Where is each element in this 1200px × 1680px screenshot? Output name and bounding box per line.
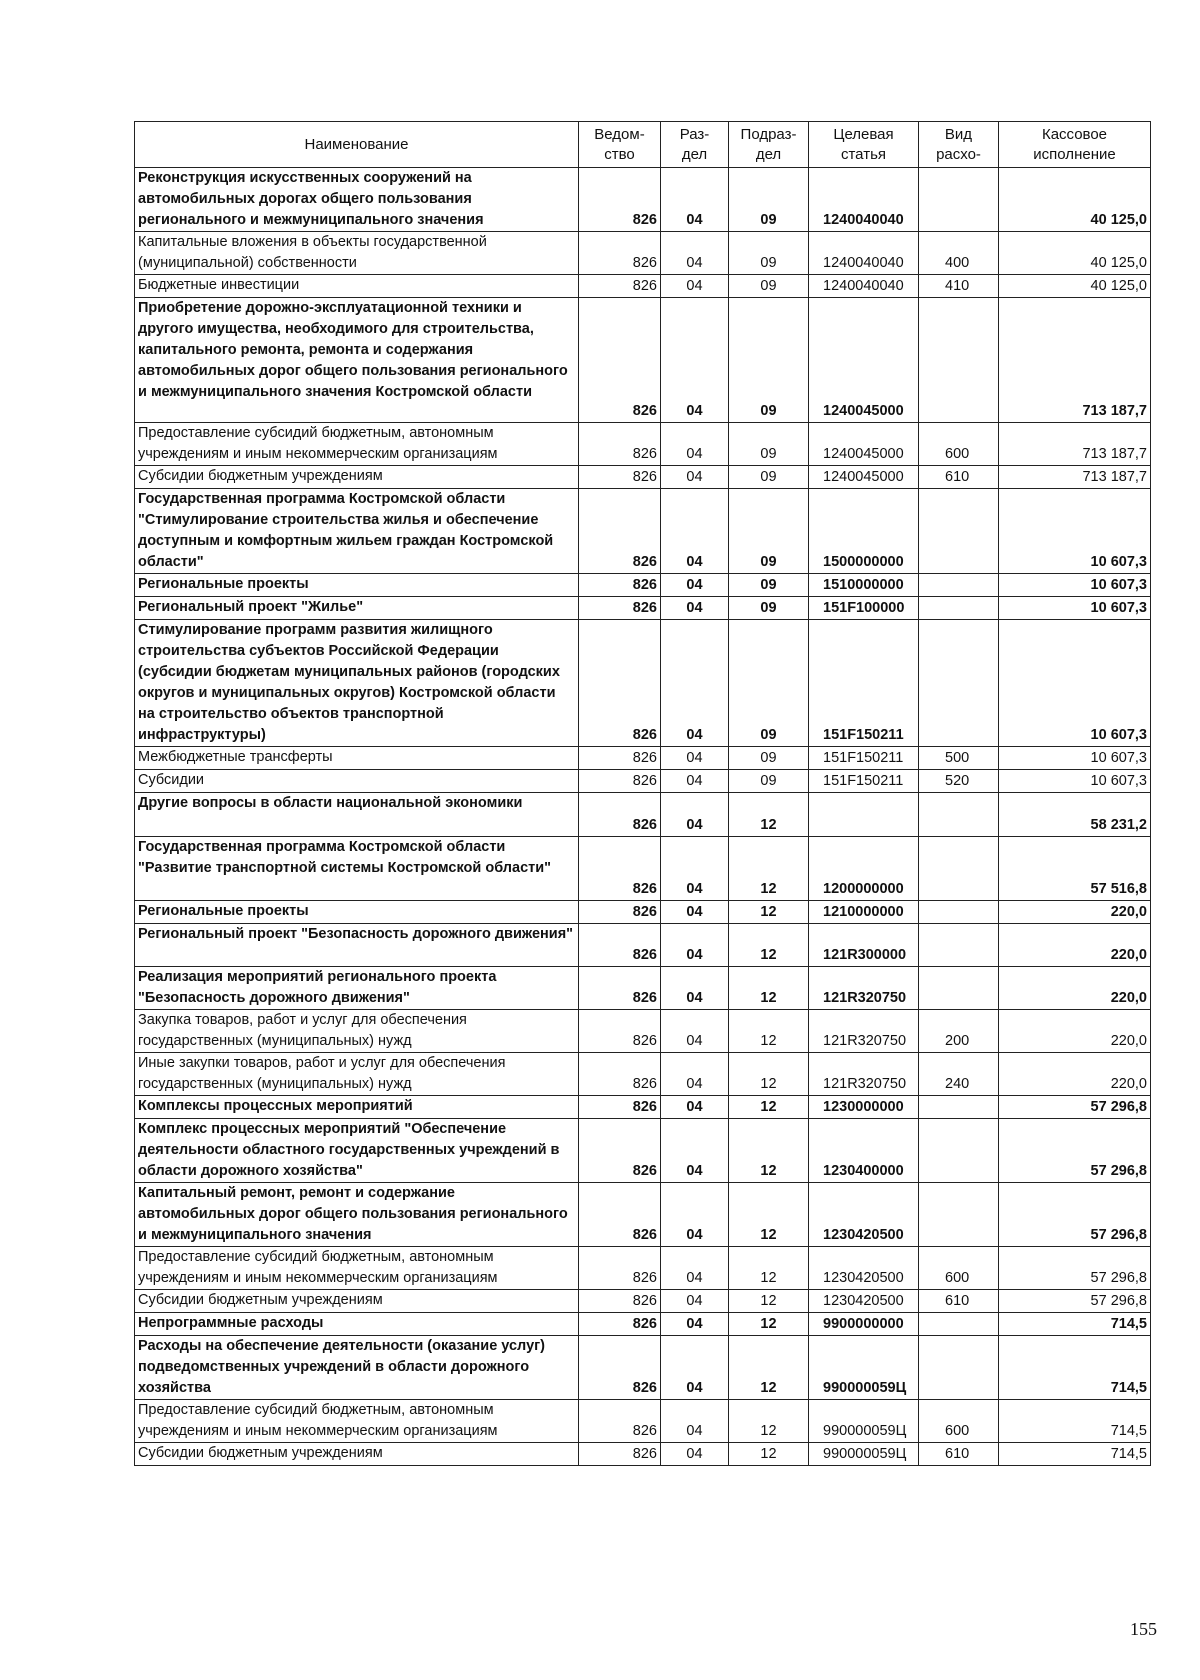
- row-department: 826: [579, 298, 661, 423]
- row-subsection: 12: [729, 1096, 809, 1119]
- table-row: [135, 924, 1151, 967]
- header-department: Ведом- ство: [579, 122, 661, 168]
- row-cash-execution: 40 125,0: [999, 232, 1151, 275]
- table-row: [135, 232, 1151, 275]
- row-expense-type: [919, 1183, 999, 1247]
- row-cash-execution: 220,0: [999, 924, 1151, 967]
- row-section: 04: [661, 1119, 729, 1183]
- row-name: Комплексы процессных мероприятий: [135, 1096, 579, 1119]
- row-target-article: 1230420500: [809, 1290, 919, 1313]
- row-expense-type: 400: [919, 232, 999, 275]
- table-row: [135, 1247, 1151, 1290]
- row-target-article: 121R320750: [809, 1010, 919, 1053]
- row-cash-execution: 10 607,3: [999, 489, 1151, 574]
- row-target-article: 1240045000: [809, 423, 919, 466]
- row-section: 04: [661, 1010, 729, 1053]
- row-department: 826: [579, 574, 661, 597]
- row-name: Региональные проекты: [135, 574, 579, 597]
- row-department: 826: [579, 232, 661, 275]
- row-cash-execution: 714,5: [999, 1313, 1151, 1336]
- row-department: 826: [579, 837, 661, 901]
- table-row: [135, 466, 1151, 489]
- table-row: [135, 1119, 1151, 1183]
- row-subsection: 12: [729, 1010, 809, 1053]
- row-name: Субсидии бюджетным учреждениям: [135, 1290, 579, 1313]
- row-expense-type: [919, 1119, 999, 1183]
- row-expense-type: [919, 168, 999, 232]
- row-department: 826: [579, 275, 661, 298]
- row-cash-execution: 10 607,3: [999, 574, 1151, 597]
- row-subsection: 12: [729, 1247, 809, 1290]
- row-name: Стимулирование программ развития жилищного строительства субъектов Российской Федерации (субсидии бюджетам муниципальных районов (городских округов и муниципальных округов) Костромской области на строительство объектов транспортной инфраструктуры): [135, 620, 579, 747]
- row-name: Иные закупки товаров, работ и услуг для обеспечения государственных (муниципальных) нужд: [135, 1053, 579, 1096]
- row-cash-execution: 220,0: [999, 967, 1151, 1010]
- row-subsection: 09: [729, 489, 809, 574]
- table-row: [135, 168, 1151, 232]
- row-name: Предоставление субсидий бюджетным, автономным учреждениям и иным некоммерческим организациям: [135, 1400, 579, 1443]
- row-section: 04: [661, 1290, 729, 1313]
- row-target-article: [809, 793, 919, 837]
- header-target-article: Целевая статья: [809, 122, 919, 168]
- table-row: [135, 1010, 1151, 1053]
- row-target-article: 121R320750: [809, 1053, 919, 1096]
- row-department: 826: [579, 1400, 661, 1443]
- header-subsection: Подраз- дел: [729, 122, 809, 168]
- table-row: [135, 1313, 1151, 1336]
- row-target-article: 151F100000: [809, 597, 919, 620]
- row-subsection: 09: [729, 620, 809, 747]
- row-expense-type: [919, 793, 999, 837]
- row-name: Реконструкция искусственных сооружений на автомобильных дорогах общего пользования регионального и межмуниципального значения: [135, 168, 579, 232]
- row-section: 04: [661, 747, 729, 770]
- row-cash-execution: 220,0: [999, 1010, 1151, 1053]
- row-section: 04: [661, 837, 729, 901]
- row-name: Субсидии бюджетным учреждениям: [135, 1443, 579, 1466]
- table-row: [135, 1183, 1151, 1247]
- row-section: 04: [661, 466, 729, 489]
- row-subsection: 12: [729, 1443, 809, 1466]
- row-cash-execution: 714,5: [999, 1400, 1151, 1443]
- row-department: 826: [579, 597, 661, 620]
- row-name: Бюджетные инвестиции: [135, 275, 579, 298]
- row-subsection: 12: [729, 1119, 809, 1183]
- row-section: 04: [661, 1096, 729, 1119]
- row-section: 04: [661, 901, 729, 924]
- row-cash-execution: 713 187,7: [999, 423, 1151, 466]
- row-subsection: 09: [729, 298, 809, 423]
- row-name: Региональные проекты: [135, 901, 579, 924]
- row-expense-type: [919, 298, 999, 423]
- row-subsection: 12: [729, 1400, 809, 1443]
- header-cash-execution: Кассовое исполнение: [999, 122, 1151, 168]
- row-subsection: 09: [729, 574, 809, 597]
- row-expense-type: [919, 597, 999, 620]
- row-section: 04: [661, 489, 729, 574]
- row-name: Предоставление субсидий бюджетным, автономным учреждениям и иным некоммерческим организациям: [135, 1247, 579, 1290]
- row-section: 04: [661, 924, 729, 967]
- row-name: Комплекс процессных мероприятий "Обеспечение деятельности областного государственных учреждений в области дорожного хозяйства": [135, 1119, 579, 1183]
- table-row: [135, 1053, 1151, 1096]
- row-cash-execution: 220,0: [999, 901, 1151, 924]
- row-cash-execution: 57 296,8: [999, 1119, 1151, 1183]
- row-section: 04: [661, 770, 729, 793]
- row-department: 826: [579, 967, 661, 1010]
- table-row: [135, 770, 1151, 793]
- row-department: 826: [579, 423, 661, 466]
- row-department: 826: [579, 1247, 661, 1290]
- row-subsection: 09: [729, 770, 809, 793]
- row-cash-execution: 40 125,0: [999, 275, 1151, 298]
- row-target-article: 1240040040: [809, 232, 919, 275]
- row-subsection: 09: [729, 275, 809, 298]
- row-expense-type: 240: [919, 1053, 999, 1096]
- row-target-article: 990000059Ц: [809, 1400, 919, 1443]
- row-target-article: 1230420500: [809, 1183, 919, 1247]
- row-section: 04: [661, 597, 729, 620]
- row-cash-execution: 10 607,3: [999, 620, 1151, 747]
- row-cash-execution: 714,5: [999, 1336, 1151, 1400]
- row-subsection: 09: [729, 423, 809, 466]
- page-number: 155: [1130, 1619, 1157, 1639]
- row-section: 04: [661, 232, 729, 275]
- table-row: [135, 423, 1151, 466]
- row-cash-execution: 57 516,8: [999, 837, 1151, 901]
- row-department: 826: [579, 1290, 661, 1313]
- row-expense-type: 600: [919, 423, 999, 466]
- row-cash-execution: 713 187,7: [999, 466, 1151, 489]
- row-section: 04: [661, 620, 729, 747]
- row-expense-type: 520: [919, 770, 999, 793]
- row-cash-execution: 10 607,3: [999, 747, 1151, 770]
- row-subsection: 12: [729, 901, 809, 924]
- row-department: 826: [579, 1096, 661, 1119]
- row-expense-type: [919, 1313, 999, 1336]
- table-row: [135, 620, 1151, 747]
- table-row: [135, 793, 1151, 837]
- row-section: 04: [661, 1313, 729, 1336]
- row-target-article: 1500000000: [809, 489, 919, 574]
- row-cash-execution: 57 296,8: [999, 1183, 1151, 1247]
- table-row: [135, 1290, 1151, 1313]
- row-department: 826: [579, 924, 661, 967]
- row-target-article: 1230420500: [809, 1247, 919, 1290]
- row-target-article: 1240045000: [809, 298, 919, 423]
- row-target-article: 1510000000: [809, 574, 919, 597]
- row-section: 04: [661, 574, 729, 597]
- row-subsection: 12: [729, 1290, 809, 1313]
- row-target-article: 1200000000: [809, 837, 919, 901]
- row-target-article: 121R300000: [809, 924, 919, 967]
- row-cash-execution: 57 296,8: [999, 1096, 1151, 1119]
- row-section: 04: [661, 1247, 729, 1290]
- row-subsection: 12: [729, 924, 809, 967]
- row-target-article: 990000059Ц: [809, 1443, 919, 1466]
- row-name: Субсидии: [135, 770, 579, 793]
- table-row: [135, 275, 1151, 298]
- row-cash-execution: 10 607,3: [999, 597, 1151, 620]
- row-expense-type: [919, 620, 999, 747]
- row-section: 04: [661, 1400, 729, 1443]
- row-expense-type: [919, 901, 999, 924]
- row-cash-execution: 714,5: [999, 1443, 1151, 1466]
- row-subsection: 12: [729, 967, 809, 1010]
- row-cash-execution: 10 607,3: [999, 770, 1151, 793]
- row-subsection: 12: [729, 837, 809, 901]
- row-section: 04: [661, 298, 729, 423]
- row-section: 04: [661, 1443, 729, 1466]
- row-cash-execution: 57 296,8: [999, 1290, 1151, 1313]
- row-target-article: 151F150211: [809, 620, 919, 747]
- row-name: Региональный проект "Жилье": [135, 597, 579, 620]
- row-department: 826: [579, 466, 661, 489]
- row-expense-type: [919, 489, 999, 574]
- row-expense-type: 600: [919, 1400, 999, 1443]
- row-department: 826: [579, 168, 661, 232]
- row-subsection: 09: [729, 597, 809, 620]
- table-row: [135, 901, 1151, 924]
- row-expense-type: 610: [919, 466, 999, 489]
- row-department: 826: [579, 1443, 661, 1466]
- row-section: 04: [661, 793, 729, 837]
- table-row: [135, 489, 1151, 574]
- row-subsection: 09: [729, 232, 809, 275]
- row-target-article: 990000059Ц: [809, 1336, 919, 1400]
- row-cash-execution: 58 231,2: [999, 793, 1151, 837]
- header-name: Наименование: [135, 122, 579, 168]
- row-expense-type: [919, 574, 999, 597]
- row-name: Капитальные вложения в объекты государственной (муниципальной) собственности: [135, 232, 579, 275]
- row-department: 826: [579, 489, 661, 574]
- row-name: Капитальный ремонт, ремонт и содержание автомобильных дорог общего пользования регионального и межмуниципального значения: [135, 1183, 579, 1247]
- row-subsection: 09: [729, 747, 809, 770]
- row-expense-type: 610: [919, 1290, 999, 1313]
- row-target-article: 151F150211: [809, 747, 919, 770]
- row-subsection: 12: [729, 1336, 809, 1400]
- row-name: Государственная программа Костромской области "Развитие транспортной системы Костромской области": [135, 837, 579, 901]
- row-department: 826: [579, 770, 661, 793]
- row-expense-type: [919, 967, 999, 1010]
- row-subsection: 12: [729, 1053, 809, 1096]
- table-row: [135, 747, 1151, 770]
- row-department: 826: [579, 1010, 661, 1053]
- row-subsection: 09: [729, 466, 809, 489]
- row-department: 826: [579, 1183, 661, 1247]
- row-name: Другие вопросы в области национальной экономики: [135, 793, 579, 837]
- row-department: 826: [579, 620, 661, 747]
- table-row: [135, 1443, 1151, 1466]
- table-row: [135, 967, 1151, 1010]
- row-name: Предоставление субсидий бюджетным, автономным учреждениям и иным некоммерческим организациям: [135, 423, 579, 466]
- row-name: Непрограммные расходы: [135, 1313, 579, 1336]
- header-expense-type: Вид расхо-: [919, 122, 999, 168]
- row-target-article: 1230400000: [809, 1119, 919, 1183]
- row-expense-type: 410: [919, 275, 999, 298]
- row-section: 04: [661, 275, 729, 298]
- row-name: Субсидии бюджетным учреждениям: [135, 466, 579, 489]
- table-row: [135, 1096, 1151, 1119]
- row-target-article: 151F150211: [809, 770, 919, 793]
- row-department: 826: [579, 793, 661, 837]
- table-row: [135, 574, 1151, 597]
- table-row: [135, 597, 1151, 620]
- row-expense-type: 200: [919, 1010, 999, 1053]
- row-department: 826: [579, 1119, 661, 1183]
- row-section: 04: [661, 168, 729, 232]
- row-name: Межбюджетные трансферты: [135, 747, 579, 770]
- table-header-row: [135, 122, 1151, 168]
- row-cash-execution: 40 125,0: [999, 168, 1151, 232]
- row-name: Расходы на обеспечение деятельности (оказание услуг) подведомственных учреждений в области дорожного хозяйства: [135, 1336, 579, 1400]
- row-expense-type: [919, 837, 999, 901]
- row-department: 826: [579, 1313, 661, 1336]
- row-expense-type: [919, 924, 999, 967]
- row-target-article: 9900000000: [809, 1313, 919, 1336]
- row-name: Приобретение дорожно-эксплуатационной техники и другого имущества, необходимого для строительства, капитального ремонта, ремонта и содержания автомобильных дорог общего пользования регионального и межмуниципального значения Костромской области: [135, 298, 579, 423]
- row-expense-type: [919, 1096, 999, 1119]
- row-section: 04: [661, 1183, 729, 1247]
- row-department: 826: [579, 1336, 661, 1400]
- row-expense-type: 500: [919, 747, 999, 770]
- row-name: Реализация мероприятий регионального проекта "Безопасность дорожного движения": [135, 967, 579, 1010]
- table-row: [135, 298, 1151, 423]
- row-name: Региональный проект "Безопасность дорожного движения": [135, 924, 579, 967]
- table-row: [135, 837, 1151, 901]
- row-section: 04: [661, 1053, 729, 1096]
- row-subsection: 09: [729, 168, 809, 232]
- row-target-article: 1210000000: [809, 901, 919, 924]
- row-expense-type: [919, 1336, 999, 1400]
- row-section: 04: [661, 423, 729, 466]
- row-name: Государственная программа Костромской области "Стимулирование строительства жилья и обеспечение доступным и комфортным жильем граждан Костромской области": [135, 489, 579, 574]
- budget-execution-table: [134, 121, 1151, 1466]
- table-row: [135, 1400, 1151, 1443]
- row-expense-type: 610: [919, 1443, 999, 1466]
- table-row: [135, 1336, 1151, 1400]
- row-expense-type: 600: [919, 1247, 999, 1290]
- row-department: 826: [579, 747, 661, 770]
- row-cash-execution: 713 187,7: [999, 298, 1151, 423]
- table-body: [135, 168, 1151, 1466]
- row-subsection: 12: [729, 1313, 809, 1336]
- row-name: Закупка товаров, работ и услуг для обеспечения государственных (муниципальных) нужд: [135, 1010, 579, 1053]
- row-target-article: 1240045000: [809, 466, 919, 489]
- row-section: 04: [661, 1336, 729, 1400]
- row-subsection: 12: [729, 793, 809, 837]
- row-target-article: 1240040040: [809, 168, 919, 232]
- header-section: Раз- дел: [661, 122, 729, 168]
- row-subsection: 12: [729, 1183, 809, 1247]
- row-cash-execution: 57 296,8: [999, 1247, 1151, 1290]
- row-cash-execution: 220,0: [999, 1053, 1151, 1096]
- row-target-article: 1230000000: [809, 1096, 919, 1119]
- row-department: 826: [579, 1053, 661, 1096]
- row-section: 04: [661, 967, 729, 1010]
- row-target-article: 1240040040: [809, 275, 919, 298]
- row-department: 826: [579, 901, 661, 924]
- row-target-article: 121R320750: [809, 967, 919, 1010]
